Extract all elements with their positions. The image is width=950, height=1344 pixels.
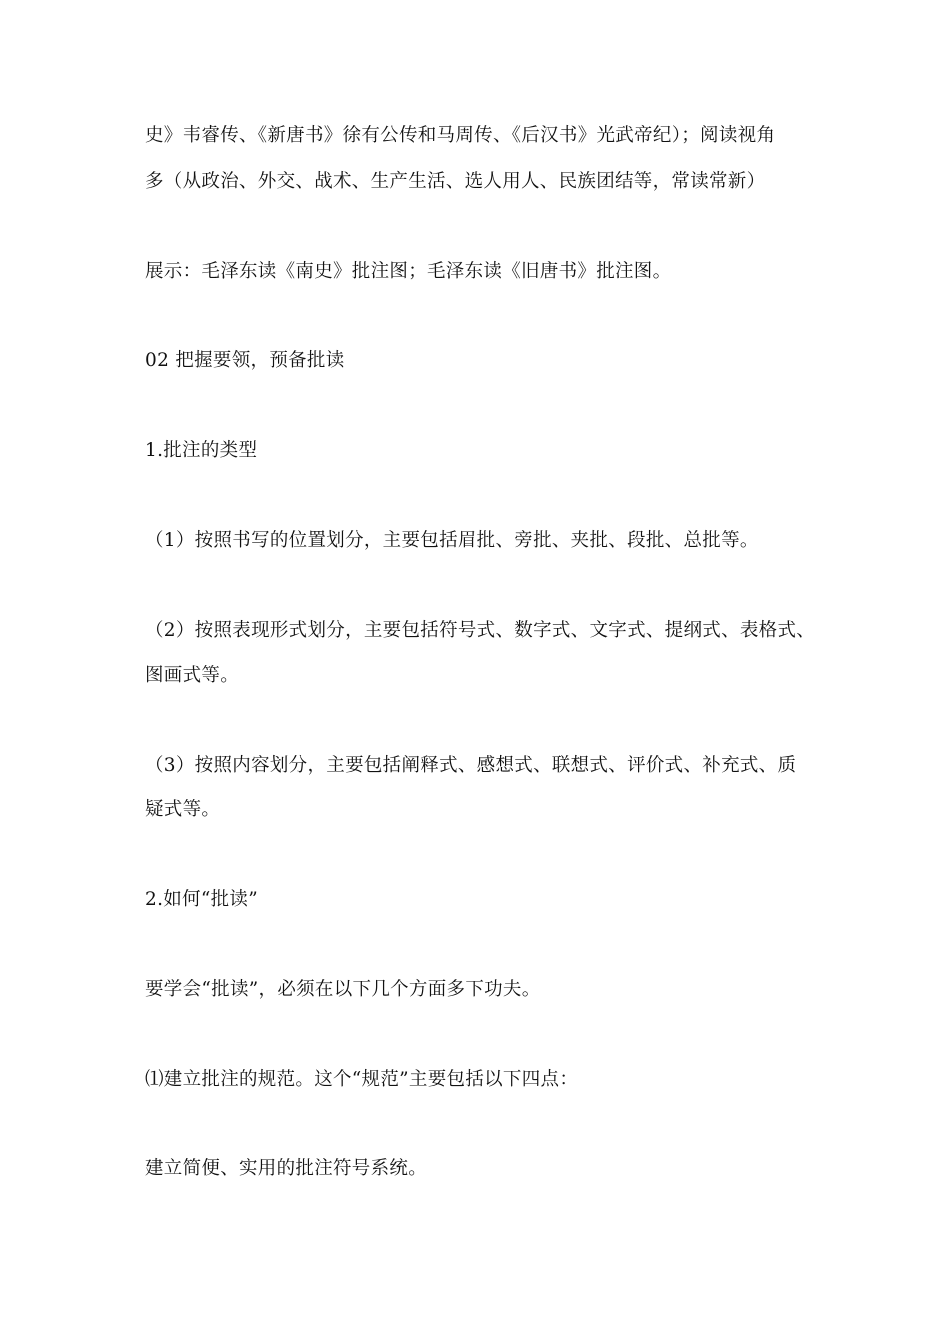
paragraph-establish-norms: ⑴建立批注的规范。这个“规范”主要包括以下四点：: [145, 1069, 579, 1090]
paragraph-type-3-line-2: 疑式等。: [145, 799, 221, 820]
subheading-batch-types: 1.批注的类型: [145, 440, 258, 461]
paragraph-1-line-2: 多（从政治、外交、战术、生产生活、选人用人、民族团结等，常读常新）: [145, 171, 766, 192]
paragraph-1-line-1: 史》韦睿传、《新唐书》徐有公传和马周传、《后汉书》光武帝纪）；阅读视角: [145, 125, 776, 146]
paragraph-symbol-system: 建立简便、实用的批注符号系统。: [145, 1158, 428, 1179]
paragraph-type-2-line-1: （2）按照表现形式划分，主要包括符号式、数字式、文字式、提纲式、表格式、: [145, 620, 816, 641]
subheading-how-to-read: 2.如何“批读”: [145, 889, 258, 910]
paragraph-2-line-1: 展示：毛泽东读《南史》批注图；毛泽东读《旧唐书》批注图。: [145, 261, 672, 282]
section-heading-02: 02 把握要领，预备批读: [145, 350, 345, 371]
paragraph-type-1: （1）按照书写的位置划分，主要包括眉批、旁批、夹批、段批、总批等。: [145, 530, 759, 551]
paragraph-type-2-line-2: 图画式等。: [145, 665, 240, 686]
paragraph-type-3-line-1: （3）按照内容划分，主要包括阐释式、感想式、联想式、评价式、补充式、质: [145, 755, 797, 776]
paragraph-learn-reading: 要学会“批读”，必须在以下几个方面多下功夫。: [145, 979, 541, 1000]
